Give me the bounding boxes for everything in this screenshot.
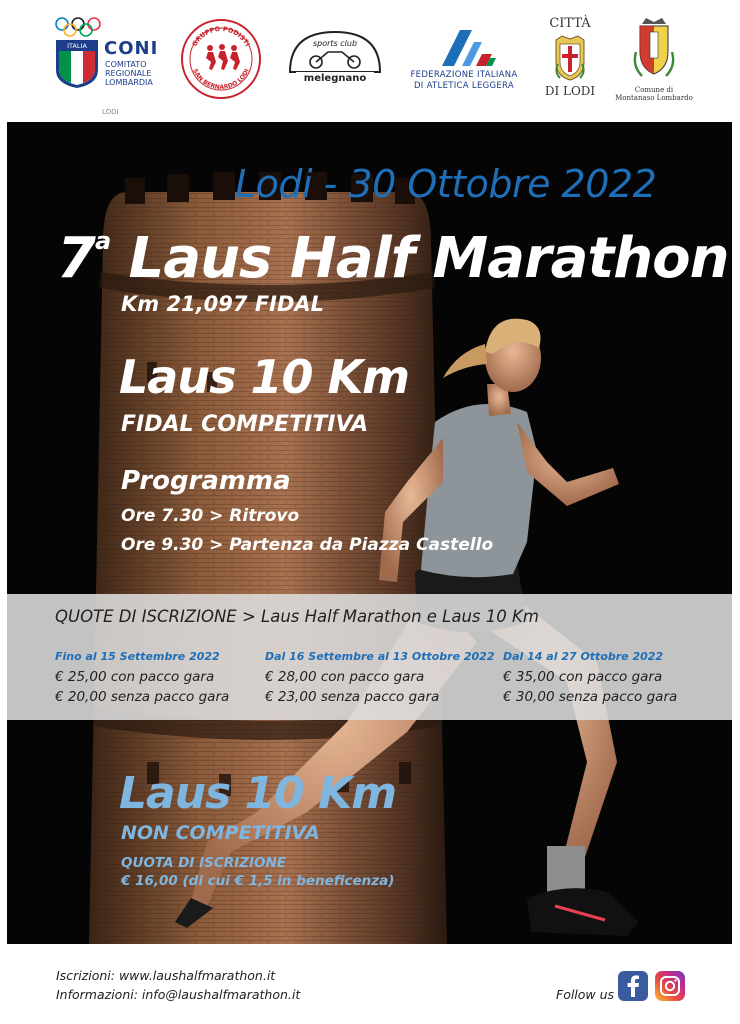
podisti-top-text: GRUPPO PODISTI (190, 24, 252, 48)
info-email[interactable]: Informazioni: info@laushalfmarathon.it (56, 987, 301, 1002)
sportsclub-top-text: sports club (312, 39, 358, 48)
montanaso-line1: Comune di (634, 86, 674, 94)
facebook-icon[interactable] (618, 971, 648, 1001)
fee-column (503, 650, 677, 707)
fidal-line2: DI ATLETICA LEGGERA (413, 81, 515, 91)
fee-column (55, 650, 229, 707)
half-marathon-title (57, 226, 728, 291)
half-marathon-distance: Km 21,097 FIDAL (121, 292, 325, 316)
fee-period: Fino al 15 Settembre 2022 (55, 650, 220, 663)
footer (0, 944, 740, 1024)
montanaso-coat-of-arms-icon (632, 16, 676, 82)
italia-shield-icon (56, 40, 98, 88)
fee-line: € 23,00 senza pacco gara (265, 689, 440, 705)
follow-us-label: Follow us (556, 987, 615, 1002)
comune-montanaso-logo (614, 16, 694, 102)
fees-band (7, 594, 732, 720)
fees-title: QUOTE DI ISCRIZIONE > Laus Half Marathon e Laus 10 Km (55, 607, 539, 626)
half-marathon-name: Laus Half Marathon (128, 226, 729, 291)
coni-country: ITALIA (67, 42, 87, 50)
program-item: Ore 9.30 > Partenza da Piazza Castello (121, 535, 494, 555)
event-poster (7, 122, 732, 944)
fee-line: € 20,00 senza pacco gara (55, 689, 230, 705)
fee-line: € 25,00 con pacco gara (55, 669, 215, 685)
montanaso-line2: Montanaso Lombardo (615, 94, 693, 102)
program-item: Ore 7.30 > Ritrovo (121, 506, 300, 526)
coni-city: LODI (102, 108, 119, 116)
event-date: Lodi - 30 Ottobre 2022 (235, 162, 657, 206)
edition-number: 7 (57, 226, 95, 291)
fee-period: Dal 16 Settembre al 13 Ottobre 2022 (265, 650, 495, 663)
ten-km-non-competitive-title: Laus 10 Km (119, 768, 397, 819)
sports-club-melegnano-logo (286, 28, 384, 86)
coni-subtitle: COMITATO REGIONALE LOMBARDIA (105, 60, 153, 87)
lodi-bottom-text: DI LODI (544, 84, 596, 98)
olympic-rings-icon (54, 16, 102, 38)
logo-header (0, 0, 740, 122)
program-title: Programma (121, 466, 291, 496)
ten-km-competitive-subtitle: FIDAL COMPETITIVA (121, 412, 369, 437)
coni-name: CONI (104, 38, 159, 59)
fidal-line1: FEDERAZIONE ITALIANA (410, 70, 518, 80)
quota-title: QUOTA DI ISCRIZIONE (121, 855, 287, 871)
lodi-top-text: CITTÀ (549, 16, 591, 31)
registration-link[interactable]: Iscrizioni: www.laushalfmarathon.it (56, 968, 276, 983)
podisti-bottom-text: SAN BERNARDO LODI (191, 67, 251, 92)
fidal-emblem-icon (400, 26, 528, 70)
fee-column (265, 650, 495, 707)
lodi-coat-of-arms-icon (554, 34, 586, 82)
instagram-icon[interactable] (655, 971, 685, 1001)
sportsclub-name: melegnano (303, 73, 367, 84)
fee-line: € 35,00 con pacco gara (503, 669, 663, 685)
ten-km-non-competitive-subtitle: NON COMPETITIVA (121, 822, 320, 844)
fidal-logo (400, 26, 528, 96)
quota-value: € 16,00 (di cui € 1,5 in beneficenza) (121, 873, 395, 889)
ten-km-competitive-title: Laus 10 Km (119, 350, 410, 404)
runners-icon (206, 44, 240, 70)
fee-line: € 30,00 senza pacco gara (503, 689, 678, 705)
citta-di-lodi-logo (540, 16, 600, 102)
edition-suffix: a (94, 227, 111, 255)
gruppo-podisti-logo (180, 18, 262, 100)
coni-logo (54, 16, 164, 116)
fee-line: € 28,00 con pacco gara (265, 669, 425, 685)
fee-period: Dal 14 al 27 Ottobre 2022 (503, 650, 664, 663)
